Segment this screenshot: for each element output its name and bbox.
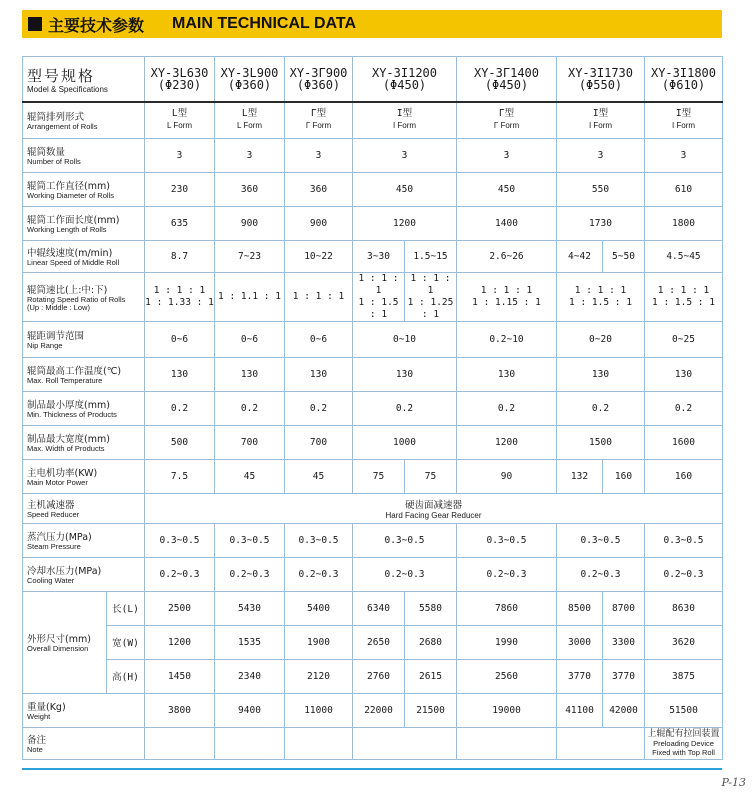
table-cell: 0.2 xyxy=(557,391,645,425)
table-cell: 3 xyxy=(353,138,457,172)
table-cell: 1535 xyxy=(215,625,285,659)
table-row xyxy=(23,425,723,459)
table-cell: 3875 xyxy=(645,659,723,693)
row-label: 冷却水压力(MPa) Cooling Water xyxy=(23,557,145,591)
row-label: 辊筒排列形式 Arrangement of Rolls xyxy=(23,102,145,138)
table-cell: 8700 xyxy=(603,591,645,625)
row-label: 备注 Note xyxy=(23,727,145,759)
table-cell: 1000 xyxy=(353,425,457,459)
table-row xyxy=(23,240,723,272)
table-cell: 3 xyxy=(145,138,215,172)
table-cell: 7.5 xyxy=(145,459,215,493)
row-label: 制品最大宽度(mm) Max. Width of Products xyxy=(23,425,145,459)
table-cell: 42000 xyxy=(603,693,645,727)
table-cell: 1730 xyxy=(557,206,645,240)
table-row xyxy=(23,557,723,591)
table-cell: I型 I Form xyxy=(645,102,723,138)
table-cell: 硬齿面减速器 Hard Facing Gear Reducer xyxy=(145,493,723,523)
dimension-width-label: 宽(W) xyxy=(107,625,145,659)
technical-data-table xyxy=(22,56,723,760)
table-cell: 0.2 xyxy=(457,391,557,425)
table-cell: 160 xyxy=(645,459,723,493)
table-cell: 1500 xyxy=(557,425,645,459)
table-cell: 900 xyxy=(285,206,353,240)
table-cell: 132 xyxy=(557,459,603,493)
table-cell: 0.3~0.5 xyxy=(353,523,457,557)
table-cell: 0~25 xyxy=(645,321,723,357)
table-row xyxy=(23,391,723,425)
table-cell: 1400 xyxy=(457,206,557,240)
table-cell: 3770 xyxy=(603,659,645,693)
model-column-5: XY-3Γ1400 (Φ450) xyxy=(457,57,557,103)
table-cell: 130 xyxy=(145,357,215,391)
table-cell: 700 xyxy=(215,425,285,459)
table-row xyxy=(23,523,723,557)
table-cell: 130 xyxy=(457,357,557,391)
table-cell: 130 xyxy=(285,357,353,391)
table-cell: 8630 xyxy=(645,591,723,625)
table-row xyxy=(23,493,723,523)
table-cell: 230 xyxy=(145,172,215,206)
table-cell: 0.3~0.5 xyxy=(557,523,645,557)
table-cell: 0.2~0.3 xyxy=(353,557,457,591)
table-cell: 11000 xyxy=(285,693,353,727)
table-cell: 4.5~45 xyxy=(645,240,723,272)
table-row xyxy=(23,272,723,321)
row-label: 辊筒工作直径(mm) Working Diameter of Rolls xyxy=(23,172,145,206)
table-cell: 0.2 xyxy=(353,391,457,425)
table-cell xyxy=(557,727,645,759)
table-cell: 130 xyxy=(557,357,645,391)
table-cell: 45 xyxy=(285,459,353,493)
row-label: 制品最小厚度(mm) Min. Thickness of Products xyxy=(23,391,145,425)
row-label: 辊距调节范围 Nip Range xyxy=(23,321,145,357)
table-row xyxy=(23,591,723,625)
table-cell: 3000 xyxy=(557,625,603,659)
table-cell: 8.7 xyxy=(145,240,215,272)
table-cell: 1 : 1 : 1 1 : 1.5 : 1 xyxy=(557,272,645,321)
table-cell: 2760 xyxy=(353,659,405,693)
page-number: P-13 xyxy=(721,776,746,789)
table-cell: 3~30 xyxy=(353,240,405,272)
row-label: 辊筒工作面长度(mm) Working Length of Rolls xyxy=(23,206,145,240)
table-cell: I型 I Form xyxy=(557,102,645,138)
table-cell: 90 xyxy=(457,459,557,493)
table-cell: 10~22 xyxy=(285,240,353,272)
table-cell: 635 xyxy=(145,206,215,240)
row-label: 外形尺寸(mm) Overall Dimension xyxy=(23,591,107,693)
table-cell: 500 xyxy=(145,425,215,459)
table-cell: 700 xyxy=(285,425,353,459)
row-label: 中辊线速度(m/min) Linear Speed of Middle Roll xyxy=(23,240,145,272)
table-cell: 130 xyxy=(215,357,285,391)
table-cell: 3800 xyxy=(145,693,215,727)
row-label: 蒸汽压力(MPa) Steam Pressure xyxy=(23,523,145,557)
table-cell: 2680 xyxy=(405,625,457,659)
table-cell: 2340 xyxy=(215,659,285,693)
table-row xyxy=(23,659,723,693)
table-cell: 1 : 1 : 1 1 : 1.15 : 1 xyxy=(457,272,557,321)
section-banner xyxy=(22,10,722,38)
table-cell: 3620 xyxy=(645,625,723,659)
table-cell: 7~23 xyxy=(215,240,285,272)
table-cell: 1200 xyxy=(353,206,457,240)
table-cell: 900 xyxy=(215,206,285,240)
model-column-1: XY-3L630 (Φ230) xyxy=(145,57,215,103)
table-cell: 41100 xyxy=(557,693,603,727)
table-cell: 0~6 xyxy=(285,321,353,357)
table-cell: L型 L Form xyxy=(215,102,285,138)
table-cell: 75 xyxy=(353,459,405,493)
table-cell: 2615 xyxy=(405,659,457,693)
row-label: 重量(Kg) Weight xyxy=(23,693,145,727)
table-cell: 3 xyxy=(645,138,723,172)
table-cell: L型 L Form xyxy=(145,102,215,138)
table-cell: 1800 xyxy=(645,206,723,240)
table-cell xyxy=(215,727,285,759)
table-row xyxy=(23,138,723,172)
table-cell: 9400 xyxy=(215,693,285,727)
table-cell: 3 xyxy=(557,138,645,172)
table-cell: 1 : 1 : 1 1 : 1.25 : 1 xyxy=(405,272,457,321)
table-cell xyxy=(285,727,353,759)
table-cell: 2500 xyxy=(145,591,215,625)
table-cell: 610 xyxy=(645,172,723,206)
table-cell: 0.3~0.5 xyxy=(145,523,215,557)
table-cell: 1 : 1 : 1 1 : 1.5 : 1 xyxy=(353,272,405,321)
table-cell: 4~42 xyxy=(557,240,603,272)
table-cell: 0.3~0.5 xyxy=(285,523,353,557)
table-cell: 0.2~0.3 xyxy=(215,557,285,591)
row-label: 辊筒速比(上:中:下) Rotating Speed Ratio of Rolls (Up : Middle : Low) xyxy=(23,272,145,321)
table-cell: 2560 xyxy=(457,659,557,693)
dimension-height-label: 高(H) xyxy=(107,659,145,693)
table-cell: 130 xyxy=(353,357,457,391)
table-cell: 19000 xyxy=(457,693,557,727)
table-cell: 1600 xyxy=(645,425,723,459)
table-cell: 7860 xyxy=(457,591,557,625)
square-bullet-icon xyxy=(28,17,42,31)
table-cell: I型 I Form xyxy=(353,102,457,138)
model-column-6: XY-3I1730 (Φ550) xyxy=(557,57,645,103)
table-cell: 1200 xyxy=(457,425,557,459)
table-cell: 0.2 xyxy=(145,391,215,425)
table-cell: 1200 xyxy=(145,625,215,659)
table-cell: 0.2 xyxy=(215,391,285,425)
table-row xyxy=(23,357,723,391)
table-cell: 0.2~10 xyxy=(457,321,557,357)
table-cell: 1 : 1 : 1 1 : 1.5 : 1 xyxy=(645,272,723,321)
table-cell xyxy=(145,727,215,759)
table-cell: 0.2~0.3 xyxy=(145,557,215,591)
table-cell: 8500 xyxy=(557,591,603,625)
table-cell: 2650 xyxy=(353,625,405,659)
row-label: 主机减速器 Speed Reducer xyxy=(23,493,145,523)
table-cell: 0~6 xyxy=(215,321,285,357)
table-cell: Γ型 Γ Form xyxy=(457,102,557,138)
table-cell: 1 : 1 : 1 1 : 1.33 : 1 xyxy=(145,272,215,321)
table-row xyxy=(23,321,723,357)
note-preloading-device: 上辊配有拉回装置 Preloading Device Fixed with Top Roll xyxy=(645,727,723,759)
table-cell: 0.3~0.5 xyxy=(457,523,557,557)
table-cell: 3 xyxy=(457,138,557,172)
table-row xyxy=(23,172,723,206)
row-label: 主电机功率(KW) Main Motor Power xyxy=(23,459,145,493)
table-cell: 0~20 xyxy=(557,321,645,357)
table-cell: 130 xyxy=(645,357,723,391)
table-cell: 450 xyxy=(353,172,457,206)
table-cell: 450 xyxy=(457,172,557,206)
banner-title-zh: 主要技术参数 xyxy=(48,15,145,35)
table-cell: 1 : 1 : 1 xyxy=(285,272,353,321)
table-cell: 0.2~0.3 xyxy=(645,557,723,591)
table-cell: 3300 xyxy=(603,625,645,659)
table-cell: 1990 xyxy=(457,625,557,659)
table-cell: 5400 xyxy=(285,591,353,625)
table-cell: 6340 xyxy=(353,591,405,625)
table-row xyxy=(23,693,723,727)
table-cell: 0.2 xyxy=(285,391,353,425)
table-cell: 360 xyxy=(285,172,353,206)
banner-title-en: MAIN TECHNICAL DATA xyxy=(172,15,356,32)
table-cell: 5430 xyxy=(215,591,285,625)
table-cell: 2120 xyxy=(285,659,353,693)
table-row xyxy=(23,102,723,138)
table-cell: 0~10 xyxy=(353,321,457,357)
table-row xyxy=(23,206,723,240)
table-cell: 3 xyxy=(285,138,353,172)
table-cell: 5~50 xyxy=(603,240,645,272)
bottom-rule xyxy=(22,768,722,770)
table-cell: 45 xyxy=(215,459,285,493)
table-cell: 3770 xyxy=(557,659,603,693)
table-cell: 0.2~0.3 xyxy=(457,557,557,591)
table-cell xyxy=(353,727,457,759)
row-label: 辊筒最高工作温度(℃) Max. Roll Temperature xyxy=(23,357,145,391)
dimension-length-label: 长(L) xyxy=(107,591,145,625)
table-cell: 0.2 xyxy=(645,391,723,425)
table-cell: 5580 xyxy=(405,591,457,625)
table-cell: 75 xyxy=(405,459,457,493)
table-cell: 3 xyxy=(215,138,285,172)
table-cell: 1 : 1.1 : 1 xyxy=(215,272,285,321)
table-row xyxy=(23,459,723,493)
table-cell: 1450 xyxy=(145,659,215,693)
table-cell: 0.2~0.3 xyxy=(285,557,353,591)
table-cell: 2.6~26 xyxy=(457,240,557,272)
table-header-row xyxy=(23,57,723,103)
table-cell: Γ型 Γ Form xyxy=(285,102,353,138)
table-cell: 550 xyxy=(557,172,645,206)
table-row xyxy=(23,727,723,759)
table-cell xyxy=(457,727,557,759)
table-cell: 0~6 xyxy=(145,321,215,357)
model-column-3: XY-3Γ900 (Φ360) xyxy=(285,57,353,103)
model-column-2: XY-3L900 (Φ360) xyxy=(215,57,285,103)
table-cell: 1.5~15 xyxy=(405,240,457,272)
table-cell: 1900 xyxy=(285,625,353,659)
row-label: 辊筒数量 Number of Rolls xyxy=(23,138,145,172)
model-column-4: XY-3I1200 (Φ450) xyxy=(353,57,457,103)
row-label: 型号规格 Model & Specifications xyxy=(23,57,145,103)
table-cell: 0.3~0.5 xyxy=(215,523,285,557)
table-cell: 0.2~0.3 xyxy=(557,557,645,591)
table-cell: 22000 xyxy=(353,693,405,727)
table-cell: 360 xyxy=(215,172,285,206)
model-column-7: XY-3I1800 (Φ610) xyxy=(645,57,723,103)
table-cell: 0.3~0.5 xyxy=(645,523,723,557)
table-cell: 160 xyxy=(603,459,645,493)
table-row xyxy=(23,625,723,659)
table-cell: 21500 xyxy=(405,693,457,727)
table-cell: 51500 xyxy=(645,693,723,727)
